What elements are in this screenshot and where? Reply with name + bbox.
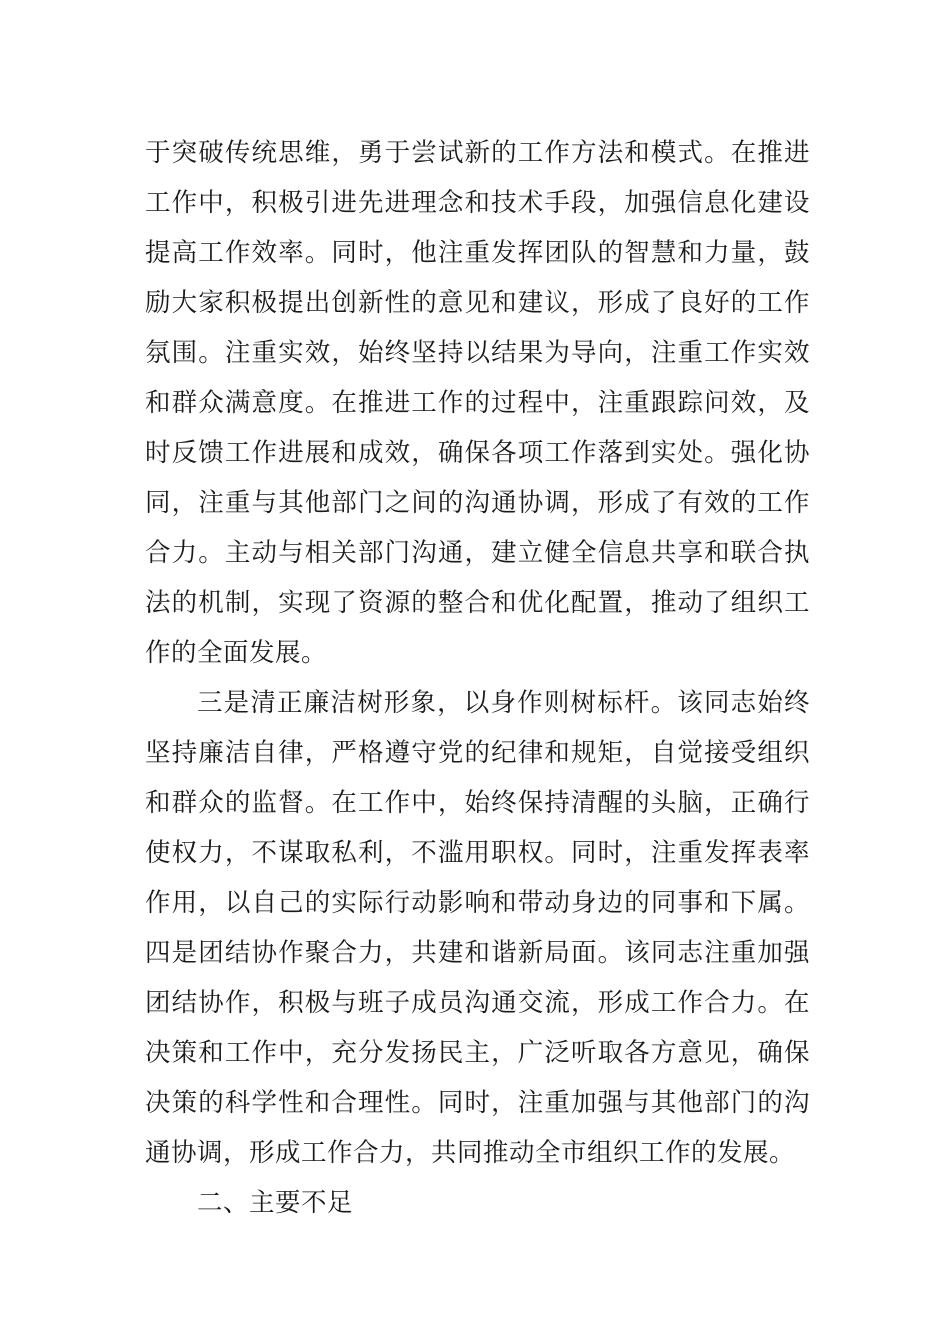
text-line: 合力。主动与相关部门沟通，建立健全信息共享和联合执 [145,538,810,568]
text-line: 团结协作，积极与班子成员沟通交流，形成工作合力。在 [145,988,810,1018]
text-line: 法的机制，实现了资源的整合和优化配置，推动了组织工 [145,588,810,618]
text-line: 时反馈工作进展和成效，确保各项工作落到实处。强化协 [145,438,810,468]
text-line: 励大家积极提出创新性的意见和建议，形成了良好的工作 [145,288,810,318]
text-line: 于突破传统思维，勇于尝试新的工作方法和模式。在推进 [145,138,810,168]
paragraph-innovation [145,128,810,678]
text-line: 工作中，积极引进先进理念和技术手段，加强信息化建设 [145,188,810,218]
text-line: 三是清正廉洁树形象，以身作则树标杆。该同志始终 [197,688,810,718]
document-body [145,128,810,1228]
text-line: 和群众满意度。在推进工作的过程中，注重跟踪问效，及 [145,388,810,418]
text-line: 使权力，不谋取私利，不滥用职权。同时，注重发挥表率 [145,838,810,868]
text-line: 作的全面发展。 [145,638,328,668]
text-line: 同，注重与其他部门之间的沟通协调，形成了有效的工作 [145,488,810,518]
text-line: 四是团结协作聚合力，共建和谐新局面。该同志注重加强 [145,938,810,968]
paragraph-integrity [145,678,810,1178]
text-line: 和群众的监督。在工作中，始终保持清醒的头脑，正确行 [145,788,810,818]
text-line: 通协调，形成工作合力，共同推动全市组织工作的发展。 [145,1138,796,1168]
text-line: 作用，以自己的实际行动影响和带动身边的同事和下属。 [145,888,810,918]
text-line: 提高工作效率。同时，他注重发挥团队的智慧和力量，鼓 [145,238,810,268]
text-line: 氛围。注重实效，始终坚持以结果为导向，注重工作实效 [145,338,810,368]
section-heading: 二、主要不足 [197,1188,354,1218]
text-line: 决策的科学性和合理性。同时，注重加强与其他部门的沟 [145,1088,810,1118]
text-line: 坚持廉洁自律，严格遵守党的纪律和规矩，自觉接受组织 [145,738,810,768]
text-line: 决策和工作中，充分发扬民主，广泛听取各方意见，确保 [145,1038,810,1068]
